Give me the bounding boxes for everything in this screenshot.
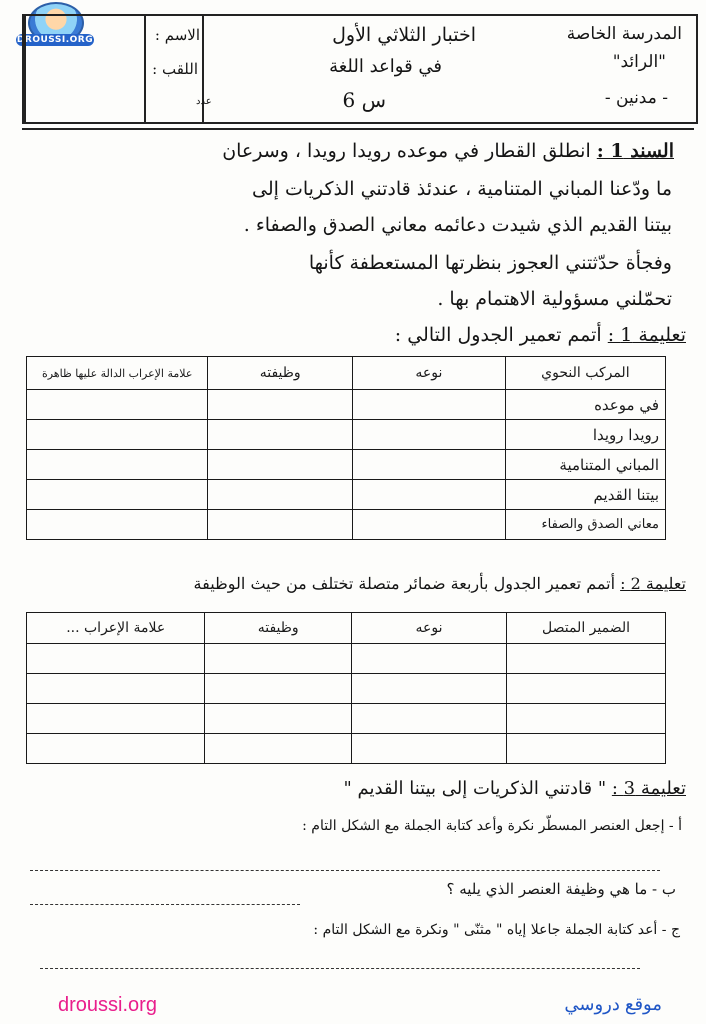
answer-cell[interactable] bbox=[205, 704, 352, 734]
answer-line[interactable] bbox=[40, 968, 640, 969]
table-row bbox=[27, 704, 666, 734]
col-header-function: وظيفته bbox=[205, 613, 352, 644]
table-row bbox=[27, 420, 666, 450]
answer-cell[interactable] bbox=[208, 450, 353, 480]
answer-cell[interactable] bbox=[507, 734, 666, 764]
col-header-function: وظيفته bbox=[208, 357, 353, 390]
answer-cell[interactable] bbox=[208, 510, 353, 540]
school-cell bbox=[502, 16, 696, 122]
col-header-case-marker: علامة الإعراب الدالة عليها ظاهرة bbox=[27, 357, 208, 390]
mark-label: عدد bbox=[196, 96, 212, 107]
exam-subject: في قواعد اللغة bbox=[329, 56, 442, 77]
row-compound: رويدا رويدا bbox=[505, 420, 665, 450]
col-header-type: نوعه bbox=[353, 357, 506, 390]
passage-label: السند 1 : bbox=[596, 140, 674, 162]
task3-question-c: ج - أعد كتابة الجملة جاعلا إياه " مثنّى " ونكرة مع الشكل التام : bbox=[313, 922, 680, 938]
row-compound: في موعده bbox=[505, 390, 665, 420]
task1-label: تعليمة 1 : bbox=[607, 324, 686, 346]
table-row bbox=[27, 390, 666, 420]
answer-cell[interactable] bbox=[353, 420, 506, 450]
task1-table bbox=[26, 356, 666, 540]
answer-cell[interactable] bbox=[205, 644, 352, 674]
school-line-3: - مدنين - bbox=[604, 88, 668, 108]
answer-cell[interactable] bbox=[208, 390, 353, 420]
answer-cell[interactable] bbox=[27, 644, 205, 674]
passage-line-3: بيتنا القديم الذي شيدت دعائمه معاني الصدق والصفاء . bbox=[243, 214, 672, 236]
school-line-1: المدرسة الخاصة bbox=[566, 24, 682, 44]
row-compound: المباني المتنامية bbox=[505, 450, 665, 480]
col-header-compound: المركب النحوي bbox=[505, 357, 665, 390]
task2-line bbox=[194, 574, 686, 593]
answer-line[interactable] bbox=[30, 904, 300, 905]
surname-label: اللقب : bbox=[152, 60, 198, 78]
answer-cell[interactable] bbox=[353, 390, 506, 420]
answer-cell[interactable] bbox=[353, 450, 506, 480]
answer-cell[interactable] bbox=[27, 390, 208, 420]
task2-table bbox=[26, 612, 666, 764]
answer-cell[interactable] bbox=[27, 704, 205, 734]
answer-cell[interactable] bbox=[27, 420, 208, 450]
table-header-row bbox=[27, 613, 666, 644]
task3-question-b: ب - ما هي وظيفة العنصر الذي يليه ؟ bbox=[446, 880, 676, 898]
row-compound: بيتنا القديم bbox=[505, 480, 665, 510]
footer-site-name: موقع دروسي bbox=[564, 994, 662, 1014]
logo-text: DROUSSI.ORG bbox=[16, 35, 94, 45]
footer-site-link[interactable]: droussi.org bbox=[58, 994, 157, 1016]
mark-box bbox=[26, 16, 146, 122]
task2-text: أتمم تعمير الجدول بأربعة ضمائر متصلة تختلف من حيث الوظيفة bbox=[193, 574, 616, 593]
exam-title: اختبار الثلاثي الأول bbox=[332, 24, 476, 46]
col-header-pronoun: الضمير المتصل bbox=[507, 613, 666, 644]
row-compound: معاني الصدق والصفاء bbox=[505, 510, 665, 540]
answer-cell[interactable] bbox=[351, 674, 506, 704]
exam-level: س 6 bbox=[342, 88, 386, 112]
answer-cell[interactable] bbox=[208, 420, 353, 450]
answer-cell[interactable] bbox=[27, 734, 205, 764]
answer-cell[interactable] bbox=[27, 510, 208, 540]
answer-cell[interactable] bbox=[205, 734, 352, 764]
answer-cell[interactable] bbox=[353, 510, 506, 540]
passage-text-1: انطلق القطار في موعده رويدا رويدا ، وسرعان bbox=[222, 140, 591, 162]
answer-cell[interactable] bbox=[27, 674, 205, 704]
answer-cell[interactable] bbox=[351, 734, 506, 764]
col-header-case-marker: علامة الإعراب ... bbox=[27, 613, 205, 644]
answer-cell[interactable] bbox=[27, 480, 208, 510]
table-row bbox=[27, 644, 666, 674]
table-row bbox=[27, 450, 666, 480]
table-row bbox=[27, 510, 666, 540]
col-header-type: نوعه bbox=[351, 613, 506, 644]
answer-cell[interactable] bbox=[27, 450, 208, 480]
answer-cell[interactable] bbox=[205, 674, 352, 704]
answer-cell[interactable] bbox=[351, 704, 506, 734]
passage-line-4: وفجأة حدّثتني العجوز بنظرتها المستعطفة كأنها bbox=[308, 252, 672, 274]
task3-line bbox=[344, 778, 686, 799]
passage-line-1 bbox=[222, 140, 674, 162]
answer-cell[interactable] bbox=[208, 480, 353, 510]
task3-quote: " قادتني الذكريات إلى بيتنا القديم " bbox=[343, 778, 607, 799]
table-row bbox=[27, 480, 666, 510]
table-row bbox=[27, 674, 666, 704]
school-line-2: "الرائد" bbox=[612, 52, 666, 72]
answer-cell[interactable] bbox=[507, 644, 666, 674]
task2-label: تعليمة 2 : bbox=[620, 574, 686, 593]
table-row bbox=[27, 734, 666, 764]
answer-cell[interactable] bbox=[507, 704, 666, 734]
name-label: الاسم : bbox=[154, 26, 200, 44]
answer-cell[interactable] bbox=[507, 674, 666, 704]
task1-text: أتمم تعمير الجدول التالي : bbox=[394, 324, 602, 346]
answer-line[interactable] bbox=[30, 870, 660, 871]
passage-line-2: ما ودّعنا المباني المتنامية ، عندئذ قادتني الذكريات إلى bbox=[252, 178, 672, 200]
task1-line bbox=[395, 324, 686, 346]
task3-label: تعليمة 3 : bbox=[611, 778, 686, 799]
exam-header bbox=[22, 14, 698, 124]
header-divider bbox=[22, 128, 694, 130]
table-header-row bbox=[27, 357, 666, 390]
passage-line-5: تحمّلني مسؤولية الاهتمام بها . bbox=[437, 288, 672, 310]
answer-cell[interactable] bbox=[353, 480, 506, 510]
exam-title-cell bbox=[202, 16, 502, 122]
answer-cell[interactable] bbox=[351, 644, 506, 674]
student-info-cell bbox=[24, 16, 202, 122]
task3-question-a: أ - إجعل العنصر المسطّر نكرة وأعد كتابة الجملة مع الشكل التام : bbox=[302, 818, 682, 834]
